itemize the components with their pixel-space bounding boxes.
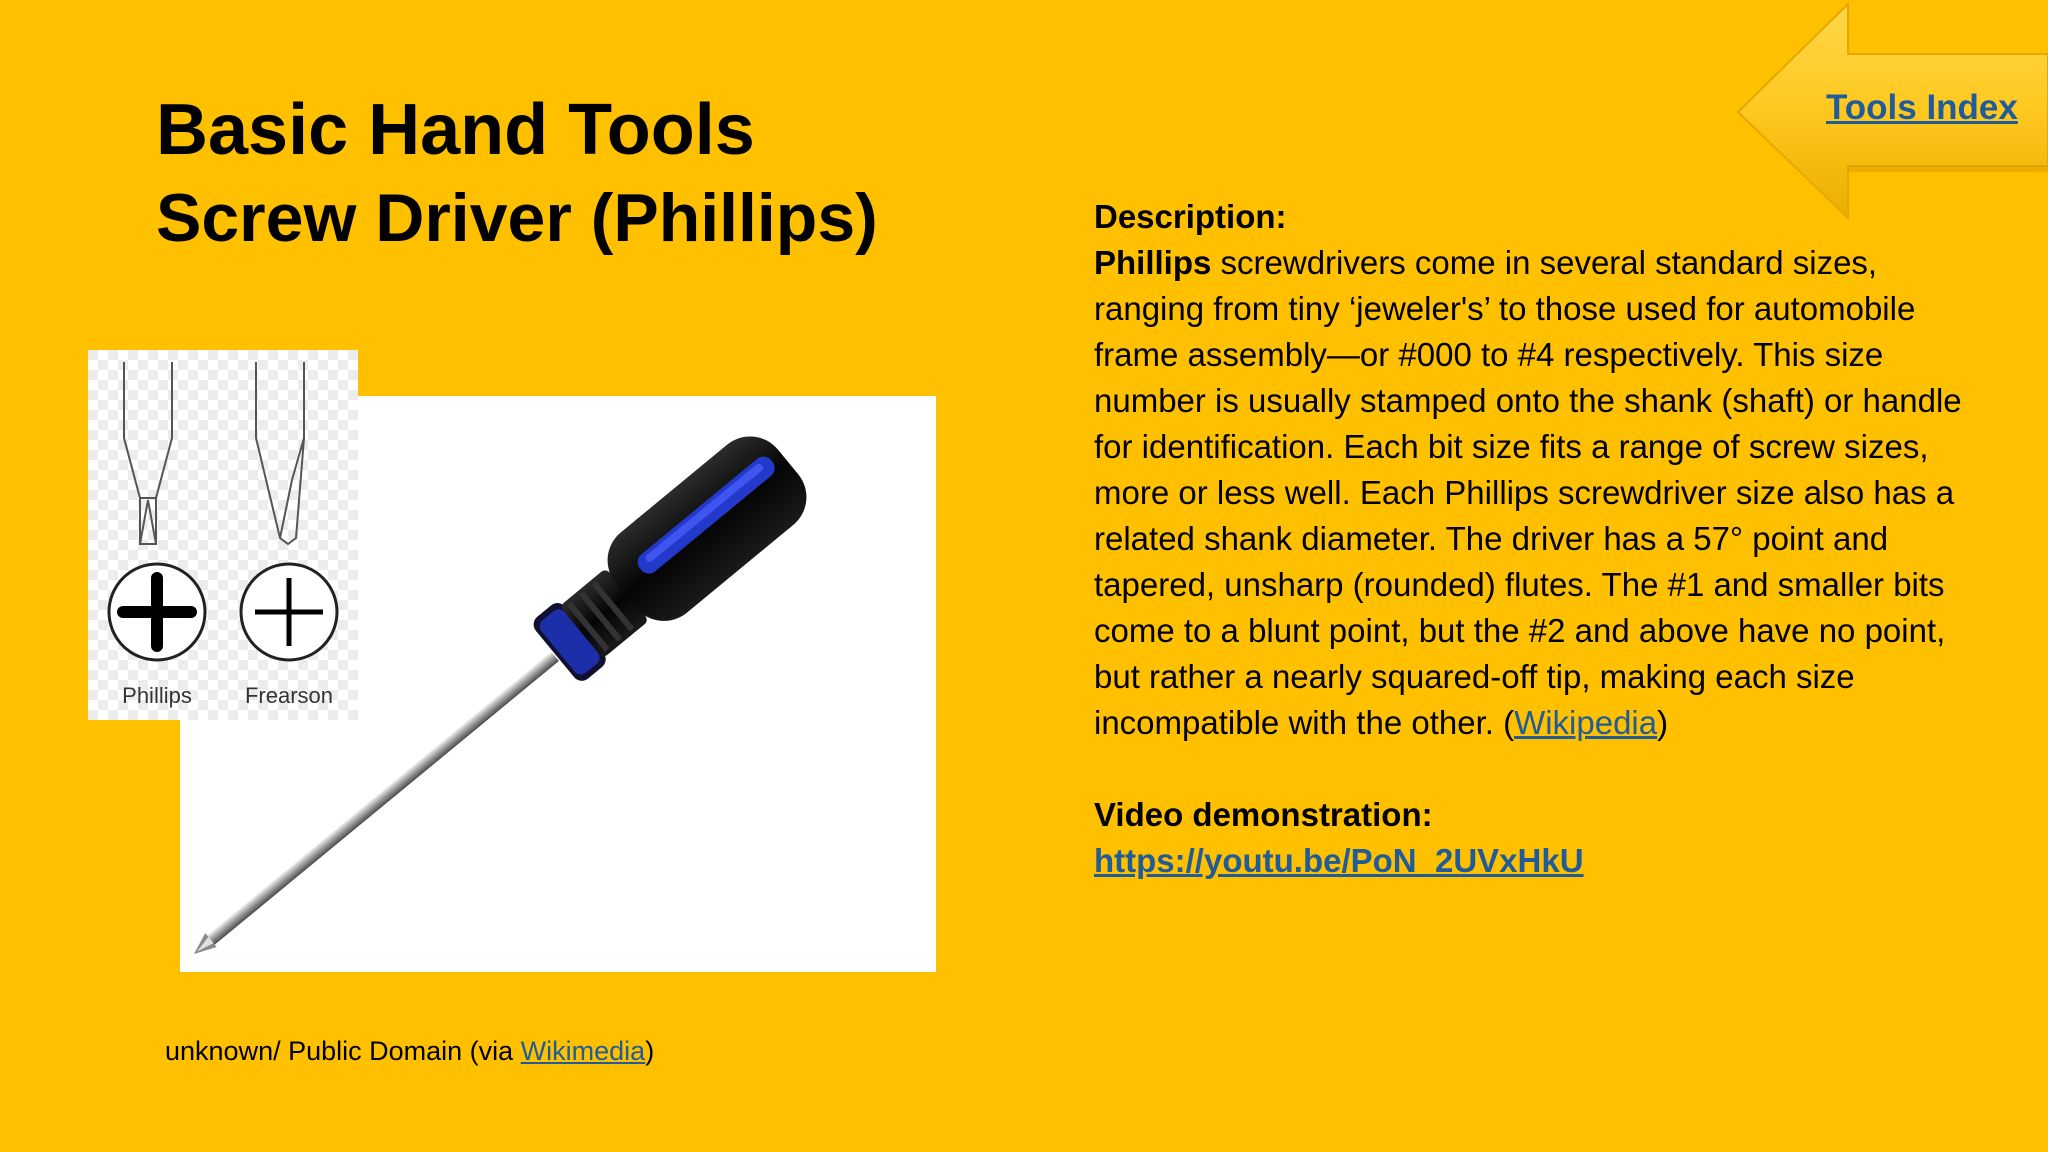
description-block	[1094, 194, 1964, 884]
title-line-1: Basic Hand Tools	[156, 90, 755, 170]
frearson-label: Frearson	[244, 683, 334, 708]
description-text	[1094, 240, 1964, 746]
credit-close: )	[645, 1036, 655, 1066]
credit-text: unknown/ Public Domain (via	[165, 1036, 521, 1066]
slide-title	[156, 86, 878, 262]
description-close: )	[1657, 704, 1669, 741]
video-link[interactable]: https://youtu.be/PoN_2UVxHkU	[1094, 842, 1584, 879]
video-heading: Video demonstration:	[1094, 796, 1433, 833]
phillips-label: Phillips	[122, 683, 192, 708]
image-credit	[165, 1036, 654, 1067]
frearson-cross-icon	[241, 564, 337, 660]
description-body: screwdrivers come in several standard sizes, ranging from tiny ‘jeweler's’ to those used for automobile frame assembly—or #000 to #4 respectively. This size number is usually stamped onto the shank (shaft) or handle for identification. Each bit size fits a range of screw sizes, more or less well. Each Phillips screwdriver size also has a related shank diameter. The driver has a 57° point and tapered, unsharp (rounded) flutes. The #1 and smaller bits come to a blunt point, but the #2 and above have no point, but rather a nearly squared-off tip, making each size incompatible with the other. (	[1094, 244, 1962, 741]
tip-diagram	[88, 350, 358, 720]
description-heading: Description:	[1094, 198, 1287, 235]
phillips-cross-icon	[109, 564, 205, 660]
wikipedia-link[interactable]: Wikipedia	[1514, 704, 1658, 741]
description-lead: Phillips	[1094, 244, 1212, 281]
wikimedia-link[interactable]: Wikimedia	[520, 1036, 646, 1066]
title-line-2: Screw Driver (Phillips)	[156, 180, 878, 256]
tools-index-link[interactable]: Tools Index	[1826, 88, 2018, 127]
